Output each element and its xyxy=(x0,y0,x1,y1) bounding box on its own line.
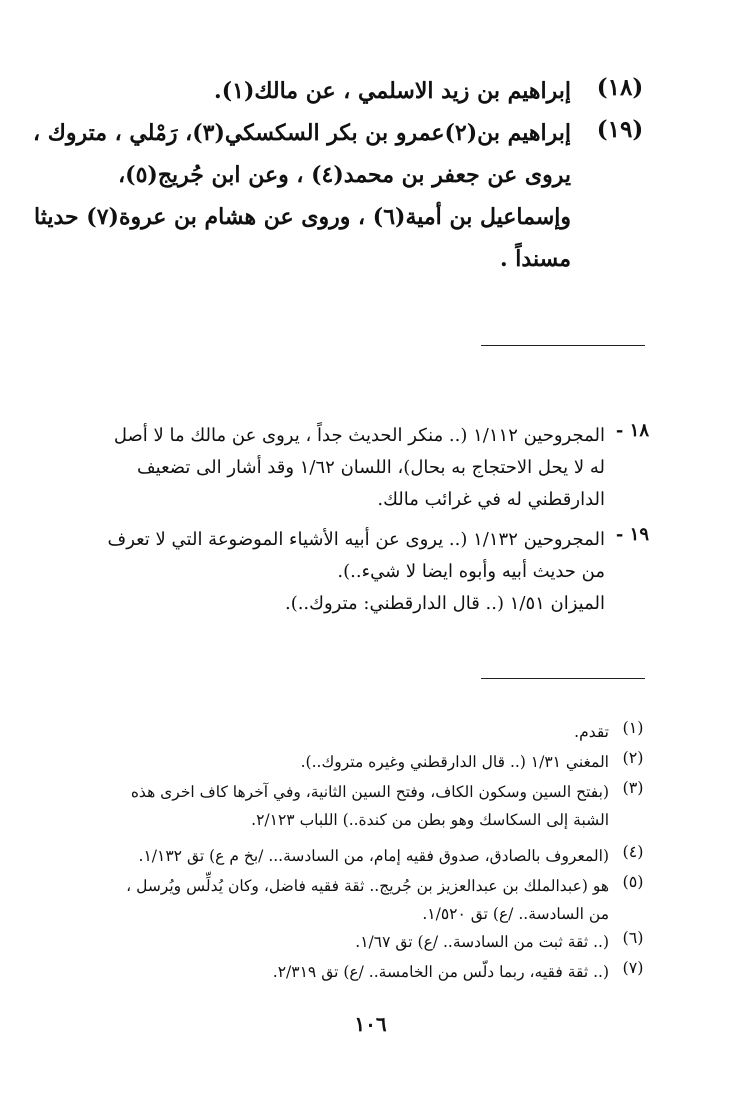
footnote-text xyxy=(89,872,609,928)
footnote-number: (٧) xyxy=(622,958,644,977)
footnote-number: (٢) xyxy=(622,748,644,767)
footnote-line: تقدم. xyxy=(574,723,609,741)
footnote-line: (.. ثقة فقيه، ربما دلّس من الخامسة.. /ع) تق ٢/٣١٩. xyxy=(272,963,609,981)
footnote-text xyxy=(89,718,609,746)
entry-text xyxy=(11,112,571,280)
divider-line xyxy=(481,678,645,679)
entry-line: مسنداً . xyxy=(499,246,571,272)
note-line: له لا يحل الاحتجاج به بحال)، اللسان ١/٦٢ وقد أشار الى تضعيف xyxy=(137,457,605,478)
entry-line: يروى عن جعفر بن محمد(٤) ، وعن ابن جُريج(٥)، xyxy=(118,162,571,188)
footnote-number: (٣) xyxy=(622,778,644,797)
footnote-number: (١) xyxy=(622,718,644,737)
note-line: من حديث أبيه وأبوه ايضا لا شيء..). xyxy=(337,561,605,582)
entry-19 xyxy=(32,116,649,286)
footnote-line: (المعروف بالصادق، صدوق فقيه إمام، من السادسة... /بخ م ع) تق ١/١٣٢. xyxy=(138,847,609,865)
page-number: ١٠٦ xyxy=(354,1012,387,1036)
footnote-text xyxy=(89,778,609,834)
note-number: ١٩ - xyxy=(615,524,649,545)
footnote-text xyxy=(89,748,609,776)
footnote-text xyxy=(89,928,609,956)
footnote-line: هو (عبدالملك بن عبدالعزيز بن جُريج.. ثقة فقيه فاضل، وكان يُدلِّس ويُرسل ، xyxy=(126,877,609,895)
footnote-line: الشبة إلى السكاسك وهو بطن من كندة..) اللباب ٢/١٢٣. xyxy=(251,811,609,829)
entry-number: (١٨) xyxy=(596,74,644,101)
entry-number: (١٩) xyxy=(596,116,644,143)
footnote-number: (٦) xyxy=(622,928,644,947)
footnote-text xyxy=(89,842,609,870)
footnote-text xyxy=(89,958,609,986)
entry-line: إبراهيم بن(٢)عمرو بن بكر السكسكي(٣)، رَمْلي ، متروك ، xyxy=(32,120,571,146)
note-19 xyxy=(89,524,649,624)
note-line: الميزان ١/٥١ (.. قال الدارقطني: متروك..). xyxy=(284,593,605,614)
footnote-number: (٥) xyxy=(622,872,644,891)
note-18 xyxy=(89,420,649,520)
note-line: المجروحين ١/١٣٢ (.. يروى عن أبيه الأشياء الموضوعة التي لا تعرف xyxy=(107,529,605,550)
divider-line xyxy=(481,345,645,346)
note-line: الدارقطني له في غرائب مالك. xyxy=(377,489,605,510)
entry-line: وإسماعيل بن أمية(٦) ، وروى عن هشام بن عروة(٧) حديثا xyxy=(34,204,571,230)
entry-text xyxy=(11,70,571,112)
footnote-number: (٤) xyxy=(622,842,644,861)
note-number: ١٨ - xyxy=(615,420,649,441)
footnote-line: المغني ١/٣١ (.. قال الدارقطني وغيره متروك..). xyxy=(300,753,609,771)
note-line: المجروحين ١/١١٢ (.. منكر الحديث جداً ، يروى عن مالك ما لا أصل xyxy=(113,425,605,446)
entry-line: إبراهيم بن زيد الاسلمي ، عن مالك(١). xyxy=(214,78,571,104)
note-text xyxy=(85,524,605,620)
footnote-line: من السادسة.. /ع) تق ١/٥٢٠. xyxy=(422,905,609,923)
footnote-line: (بفتح السين وسكون الكاف، وفتح السين الثانية، وفي آخرها كاف اخرى هذه xyxy=(130,783,609,801)
footnote-line: (.. ثقة ثبت من السادسة.. /ع) تق ١/٦٧. xyxy=(355,933,609,951)
note-text xyxy=(85,420,605,516)
